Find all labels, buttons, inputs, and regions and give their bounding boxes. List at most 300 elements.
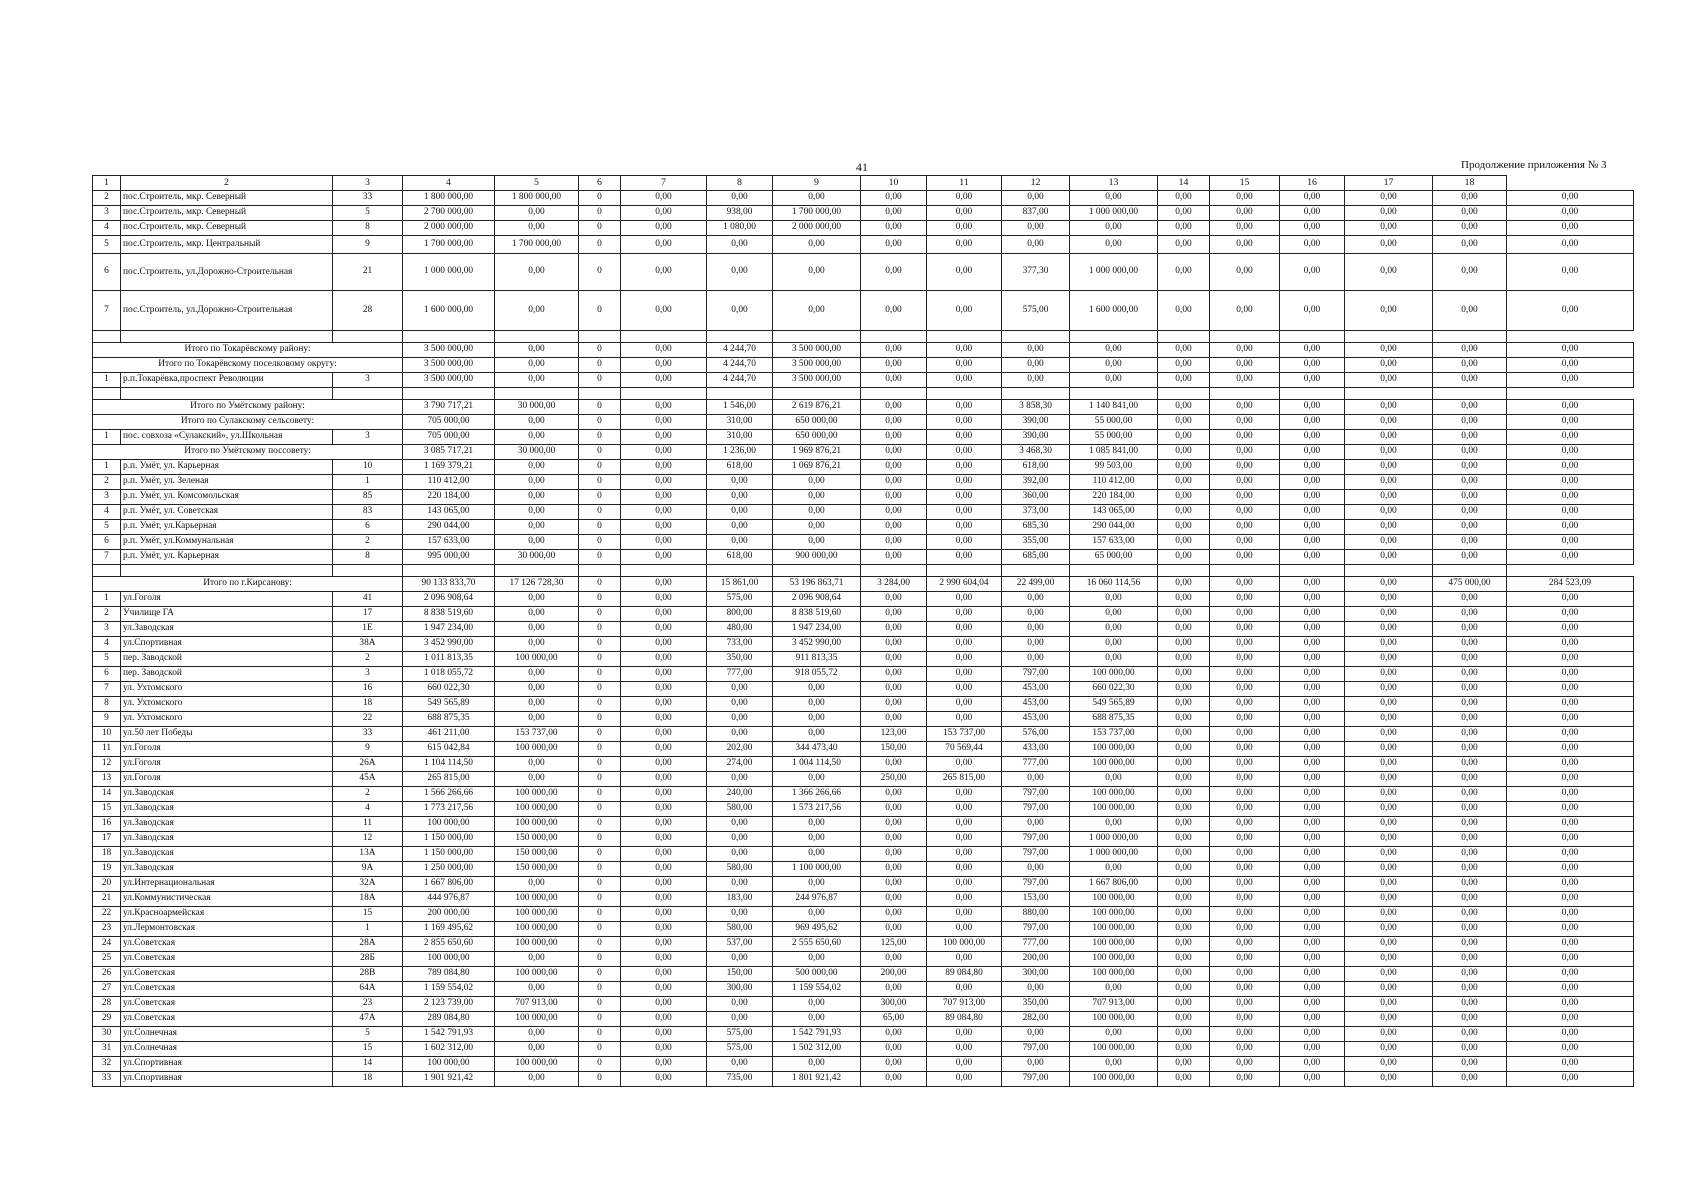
table-cell: 0 [579,535,621,550]
table-cell: 0,00 [927,832,1002,847]
table-cell: 0,00 [1433,1012,1507,1027]
table-cell: 0,00 [927,847,1002,862]
table-cell: 123,00 [861,727,927,742]
table-cell: 797,00 [1002,877,1070,892]
table-cell: 240,00 [707,787,773,802]
table-cell: 0 [579,997,621,1012]
column-number: 3 [333,176,403,191]
address-cell: ул.Интернациональная [121,877,333,892]
table-cell: 8 [333,221,403,236]
table-cell: 0,00 [1507,475,1634,490]
table-cell: 0,00 [1158,550,1210,565]
empty-cell [93,565,121,577]
address-cell: ул.Советская [121,1012,333,1027]
table-cell: 150 000,00 [495,847,579,862]
table-cell: 9 [333,236,403,254]
address-cell: пос. совхоза «Сулакский», ул.Школьная [121,430,333,445]
address-cell: ул.Заводская [121,832,333,847]
empty-cell [621,388,707,400]
table-cell: 0 [579,952,621,967]
table-cell: 0,00 [1280,937,1345,952]
table-cell: 0,00 [1433,550,1507,565]
empty-cell [1070,388,1158,400]
table-cell: 15 861,00 [707,577,773,592]
table-cell: 0,00 [1158,1042,1210,1057]
table-cell: 0,00 [1280,206,1345,221]
table-cell: 0,00 [927,358,1002,373]
table-cell: 0,00 [707,832,773,847]
empty-cell [495,331,579,343]
table-row [93,520,1634,535]
empty-cell [861,388,927,400]
table-cell: 0,00 [1507,358,1634,373]
table-cell: 1 140 841,00 [1070,400,1158,415]
table-row [93,1027,1634,1042]
table-cell: 0,00 [1210,967,1280,982]
table-cell: 0,00 [495,415,579,430]
table-cell: 938,00 [707,206,773,221]
table-cell: 0,00 [1070,358,1158,373]
row-number: 25 [93,952,121,967]
table-cell: 0,00 [1345,817,1433,832]
table-cell: 100 000,00 [495,937,579,952]
table-cell: 100 000,00 [1070,742,1158,757]
table-cell: 0,00 [1280,535,1345,550]
table-cell: 660 022,30 [403,682,495,697]
continuation-label: Продолжение приложения № 3 [1461,159,1607,171]
row-number: 27 [93,982,121,997]
address-cell: ул.Спортивная [121,1072,333,1087]
table-cell: 0,00 [1280,490,1345,505]
table-cell: 0,00 [1210,652,1280,667]
table-cell: 0,00 [927,291,1002,331]
column-number: 2 [121,176,333,191]
table-cell: 0,00 [1433,832,1507,847]
table-cell: 0,00 [1158,682,1210,697]
table-cell: 0,00 [1210,802,1280,817]
table-cell: 0,00 [1345,236,1433,254]
table-cell: 0,00 [1433,254,1507,291]
table-cell: 0,00 [773,1057,861,1072]
row-number: 20 [93,877,121,892]
table-cell: 0,00 [495,1027,579,1042]
address-cell: пос.Строитель, мкр. Северный [121,221,333,236]
table-cell: 3 085 717,21 [403,445,495,460]
table-cell: 0,00 [1210,520,1280,535]
address-cell: ул. Ухтомского [121,712,333,727]
table-cell: 797,00 [1002,667,1070,682]
table-cell: 28Б [333,952,403,967]
table-cell: 0,00 [1507,682,1634,697]
row-number: 33 [93,1072,121,1087]
table-cell: 0,00 [1280,191,1345,206]
address-cell: р.п. Умёт, ул. Комсомольская [121,490,333,505]
table-cell: 0,00 [773,712,861,727]
table-cell: 0,00 [1345,254,1433,291]
table-cell: 1 085 841,00 [1070,445,1158,460]
table-cell: 0,00 [1507,1012,1634,1027]
row-number: 31 [93,1042,121,1057]
table-cell: 0,00 [1345,892,1433,907]
table-cell: 3 500 000,00 [773,358,861,373]
table-cell: 0,00 [1158,1027,1210,1042]
table-cell: 0,00 [1507,520,1634,535]
row-number: 13 [93,772,121,787]
table-cell: 0 [579,727,621,742]
table-cell: 0,00 [1433,221,1507,236]
table-cell: 0 [579,787,621,802]
table-cell: 0,00 [1210,221,1280,236]
table-cell: 0,00 [1507,937,1634,952]
table-cell: 0,00 [707,475,773,490]
table-cell: 0,00 [621,982,707,997]
address-cell: ул. Ухтомского [121,682,333,697]
table-cell: 1 150 000,00 [403,832,495,847]
table-cell: 0,00 [927,254,1002,291]
table-cell: 0,00 [773,236,861,254]
row-number: 23 [93,922,121,937]
table-cell: 0,00 [927,892,1002,907]
table-row [93,191,1634,206]
table-cell: 0,00 [1507,236,1634,254]
table-cell: 0,00 [1345,847,1433,862]
table-cell: 1 947 234,00 [773,622,861,637]
table-cell: 0,00 [1433,742,1507,757]
column-number: 13 [1070,176,1158,191]
subtotal-row [93,445,1634,460]
table-cell: 0,00 [1280,236,1345,254]
table-cell: 0,00 [1433,727,1507,742]
table-cell: 0,00 [1280,577,1345,592]
column-number: 11 [927,176,1002,191]
address-cell: ул.Советская [121,967,333,982]
row-number: 28 [93,997,121,1012]
subtotal-row [93,358,1634,373]
table-cell: 0,00 [1280,922,1345,937]
table-cell: 0,00 [1158,475,1210,490]
table-cell: 0,00 [1433,236,1507,254]
table-cell: 30 000,00 [495,445,579,460]
table-cell: 0,00 [621,967,707,982]
table-cell: 0,00 [861,445,927,460]
table-cell: 0,00 [1210,622,1280,637]
subtotal-label: Итого по г.Кирсанову: [93,577,403,592]
table-cell: 28В [333,967,403,982]
table-cell: 0,00 [1158,191,1210,206]
table-cell: 18 [333,1072,403,1087]
table-cell: 0,00 [1345,682,1433,697]
table-cell: 0,00 [773,1012,861,1027]
address-cell: пос.Строитель, ул.Дорожно-Строительная [121,254,333,291]
row-number: 1 [93,430,121,445]
table-cell: 202,00 [707,742,773,757]
table-cell: 0,00 [1507,727,1634,742]
table-cell: 0 [579,667,621,682]
table-row [93,1012,1634,1027]
table-cell: 0,00 [1433,697,1507,712]
empty-cell [579,331,621,343]
table-cell: 0,00 [707,236,773,254]
table-cell: 0,00 [861,343,927,358]
table-cell: 2 555 650,60 [773,937,861,952]
table-cell: 0,00 [927,373,1002,388]
table-cell: 0,00 [1070,652,1158,667]
empty-cell [1345,331,1433,343]
table-cell: 0 [579,1027,621,1042]
table-cell: 0,00 [495,682,579,697]
table-cell: 0,00 [1433,343,1507,358]
table-cell: 0,00 [707,997,773,1012]
table-cell: 100 000,00 [1070,967,1158,982]
table-cell: 0,00 [927,697,1002,712]
table-row [93,742,1634,757]
table-cell: 1 602 312,00 [403,1042,495,1057]
table-cell: 777,00 [1002,757,1070,772]
table-cell: 0,00 [1345,430,1433,445]
table-cell: 0,00 [1210,727,1280,742]
table-cell: 0,00 [1158,652,1210,667]
empty-cell [1280,388,1345,400]
table-cell: 150,00 [707,967,773,982]
table-cell: 0,00 [1158,291,1210,331]
subtotal-label: Итого по Токарёвскому поселковому округу: [93,358,403,373]
table-cell: 0,00 [1280,877,1345,892]
table-cell: 1 667 806,00 [1070,877,1158,892]
table-cell: 900 000,00 [773,550,861,565]
table-cell: 90 133 833,70 [403,577,495,592]
table-cell: 0,00 [1158,877,1210,892]
table-cell: 1 801 921,42 [773,1072,861,1087]
table-cell: 4 244,70 [707,358,773,373]
table-cell: 2 [333,535,403,550]
table-cell: 65,00 [861,1012,927,1027]
table-cell: 0,00 [1280,682,1345,697]
table-cell: 0,00 [1210,430,1280,445]
table-cell: 143 065,00 [1070,505,1158,520]
table-cell: 0,00 [1210,832,1280,847]
table-cell: 1 800 000,00 [495,191,579,206]
table-cell: 650 000,00 [773,415,861,430]
table-cell: 100 000,00 [1070,907,1158,922]
table-cell: 0,00 [1433,1072,1507,1087]
table-cell: 0,00 [1433,952,1507,967]
table-cell: 300,00 [861,997,927,1012]
table-cell: 289 084,80 [403,1012,495,1027]
table-cell: 0,00 [1280,1012,1345,1027]
table-cell: 0,00 [1507,343,1634,358]
table-cell: 0,00 [927,787,1002,802]
table-cell: 0,00 [621,937,707,952]
table-cell: 0,00 [1433,967,1507,982]
table-cell: 3 500 000,00 [403,358,495,373]
table-cell: 0,00 [1158,787,1210,802]
table-cell: 0,00 [1433,907,1507,922]
table-cell: 0,00 [621,607,707,622]
table-cell: 0,00 [1158,982,1210,997]
table-cell: 0,00 [1433,877,1507,892]
table-cell: 0,00 [1210,550,1280,565]
table-cell: 0,00 [861,221,927,236]
table-cell: 0,00 [1345,373,1433,388]
table-cell: 0 [579,291,621,331]
table-row [93,460,1634,475]
table-cell: 0,00 [1158,254,1210,291]
table-cell: 549 565,89 [403,697,495,712]
table-cell: 1 018 055,72 [403,667,495,682]
table-cell: 0,00 [1433,206,1507,221]
empty-cell [495,565,579,577]
table-cell: 45А [333,772,403,787]
address-cell: р.п. Умёт, ул. Советская [121,505,333,520]
table-cell: 5 [333,1027,403,1042]
table-cell: 0 [579,832,621,847]
table-cell: 0,00 [861,817,927,832]
table-cell: 0,00 [1002,622,1070,637]
table-cell: 0 [579,937,621,952]
table-row [93,847,1634,862]
table-cell: 0,00 [1210,742,1280,757]
empty-cell [1070,331,1158,343]
table-cell: 0,00 [1433,505,1507,520]
table-cell: 0,00 [1210,982,1280,997]
table-cell: 0,00 [1210,1072,1280,1087]
table-cell: 0,00 [1507,742,1634,757]
table-cell: 0,00 [707,505,773,520]
table-cell: 0,00 [1507,667,1634,682]
table-cell: 150 000,00 [495,862,579,877]
table-cell: 618,00 [707,460,773,475]
table-cell: 16 [333,682,403,697]
table-cell: 0,00 [1002,373,1070,388]
address-cell: ул.Гоголя [121,772,333,787]
address-cell: Училище ГА [121,607,333,622]
table-cell: 244 976,87 [773,892,861,907]
table-cell: 30 000,00 [495,400,579,415]
table-cell: 0,00 [707,772,773,787]
table-cell: 0,00 [1507,1072,1634,1087]
row-number: 5 [93,652,121,667]
table-cell: 0,00 [707,952,773,967]
row-number: 3 [93,622,121,637]
table-cell: 0,00 [861,1027,927,1042]
table-cell: 0,00 [1158,847,1210,862]
table-cell: 575,00 [707,592,773,607]
table-cell: 0,00 [621,712,707,727]
table-cell: 0,00 [707,877,773,892]
table-row [93,430,1634,445]
table-cell: 0,00 [1345,607,1433,622]
table-cell: 0,00 [621,847,707,862]
table-cell: 0,00 [621,742,707,757]
row-number: 26 [93,967,121,982]
row-number: 19 [93,862,121,877]
table-cell: 310,00 [707,430,773,445]
table-cell: 100 000,00 [495,802,579,817]
table-cell: 0,00 [621,254,707,291]
table-cell: 0,00 [1280,221,1345,236]
table-cell: 4 244,70 [707,343,773,358]
table-cell: 8 [333,550,403,565]
table-cell: 0,00 [1070,607,1158,622]
table-cell: 735,00 [707,1072,773,1087]
table-cell: 30 000,00 [495,550,579,565]
table-cell: 0,00 [927,607,1002,622]
empty-cell [1433,331,1507,343]
table-cell: 0,00 [621,682,707,697]
table-cell: 0,00 [773,520,861,535]
table-cell: 85 [333,490,403,505]
table-cell: 0,00 [927,817,1002,832]
table-row [93,637,1634,652]
column-number: 15 [1210,176,1280,191]
address-cell: ул.Спортивная [121,1057,333,1072]
table-cell: 0,00 [1433,1042,1507,1057]
table-cell: 0,00 [707,907,773,922]
table-cell: 0,00 [621,400,707,415]
table-cell: 0 [579,343,621,358]
table-cell: 2 000 000,00 [403,221,495,236]
address-cell: ул.Коммунистическая [121,892,333,907]
table-cell: 100 000,00 [1070,757,1158,772]
table-cell: 2 000 000,00 [773,221,861,236]
table-cell: 797,00 [1002,1042,1070,1057]
table-cell: 100 000,00 [495,892,579,907]
address-cell: ул.Заводская [121,802,333,817]
table-cell: 17 [333,607,403,622]
table-cell: 0,00 [1507,400,1634,415]
table-cell: 0 [579,191,621,206]
table-row [93,254,1634,291]
table-cell: 0,00 [1158,667,1210,682]
table-cell: 0,00 [1210,907,1280,922]
table-cell: 0,00 [1210,787,1280,802]
table-cell: 284 523,09 [1507,577,1634,592]
table-cell: 0,00 [1280,637,1345,652]
table-row [93,206,1634,221]
table-cell: 0,00 [621,892,707,907]
subtotal-label: Итого по Токарёвскому району: [93,343,403,358]
address-cell: ул.Солнечная [121,1042,333,1057]
table-cell: 453,00 [1002,682,1070,697]
row-number: 6 [93,254,121,291]
subtotal-label: Итого по Умётскому району: [93,400,403,415]
table-cell: 0,00 [927,1057,1002,1072]
empty-cell [495,388,579,400]
table-cell: 0,00 [1433,712,1507,727]
table-cell: 0 [579,712,621,727]
table-cell: 0,00 [495,490,579,505]
table-cell: 0,00 [1507,802,1634,817]
table-row [93,982,1634,997]
subtotal-label: Итого по Умётскому поссовету: [93,445,403,460]
table-cell: 0,00 [1433,475,1507,490]
table-cell: 0,00 [1280,460,1345,475]
table-cell: 0,00 [927,877,1002,892]
table-cell: 373,00 [1002,505,1070,520]
table-cell: 0,00 [861,862,927,877]
table-cell: 32А [333,877,403,892]
table-cell: 615 042,84 [403,742,495,757]
empty-cell [1433,388,1507,400]
table-cell: 0,00 [1345,772,1433,787]
table-cell: 1 700 000,00 [495,236,579,254]
table-cell: 47А [333,1012,403,1027]
table-cell: 0,00 [621,1042,707,1057]
table-cell: 0,00 [1507,254,1634,291]
table-cell: 0,00 [1002,982,1070,997]
table-cell: 0,00 [1345,802,1433,817]
table-cell: 0,00 [1507,952,1634,967]
